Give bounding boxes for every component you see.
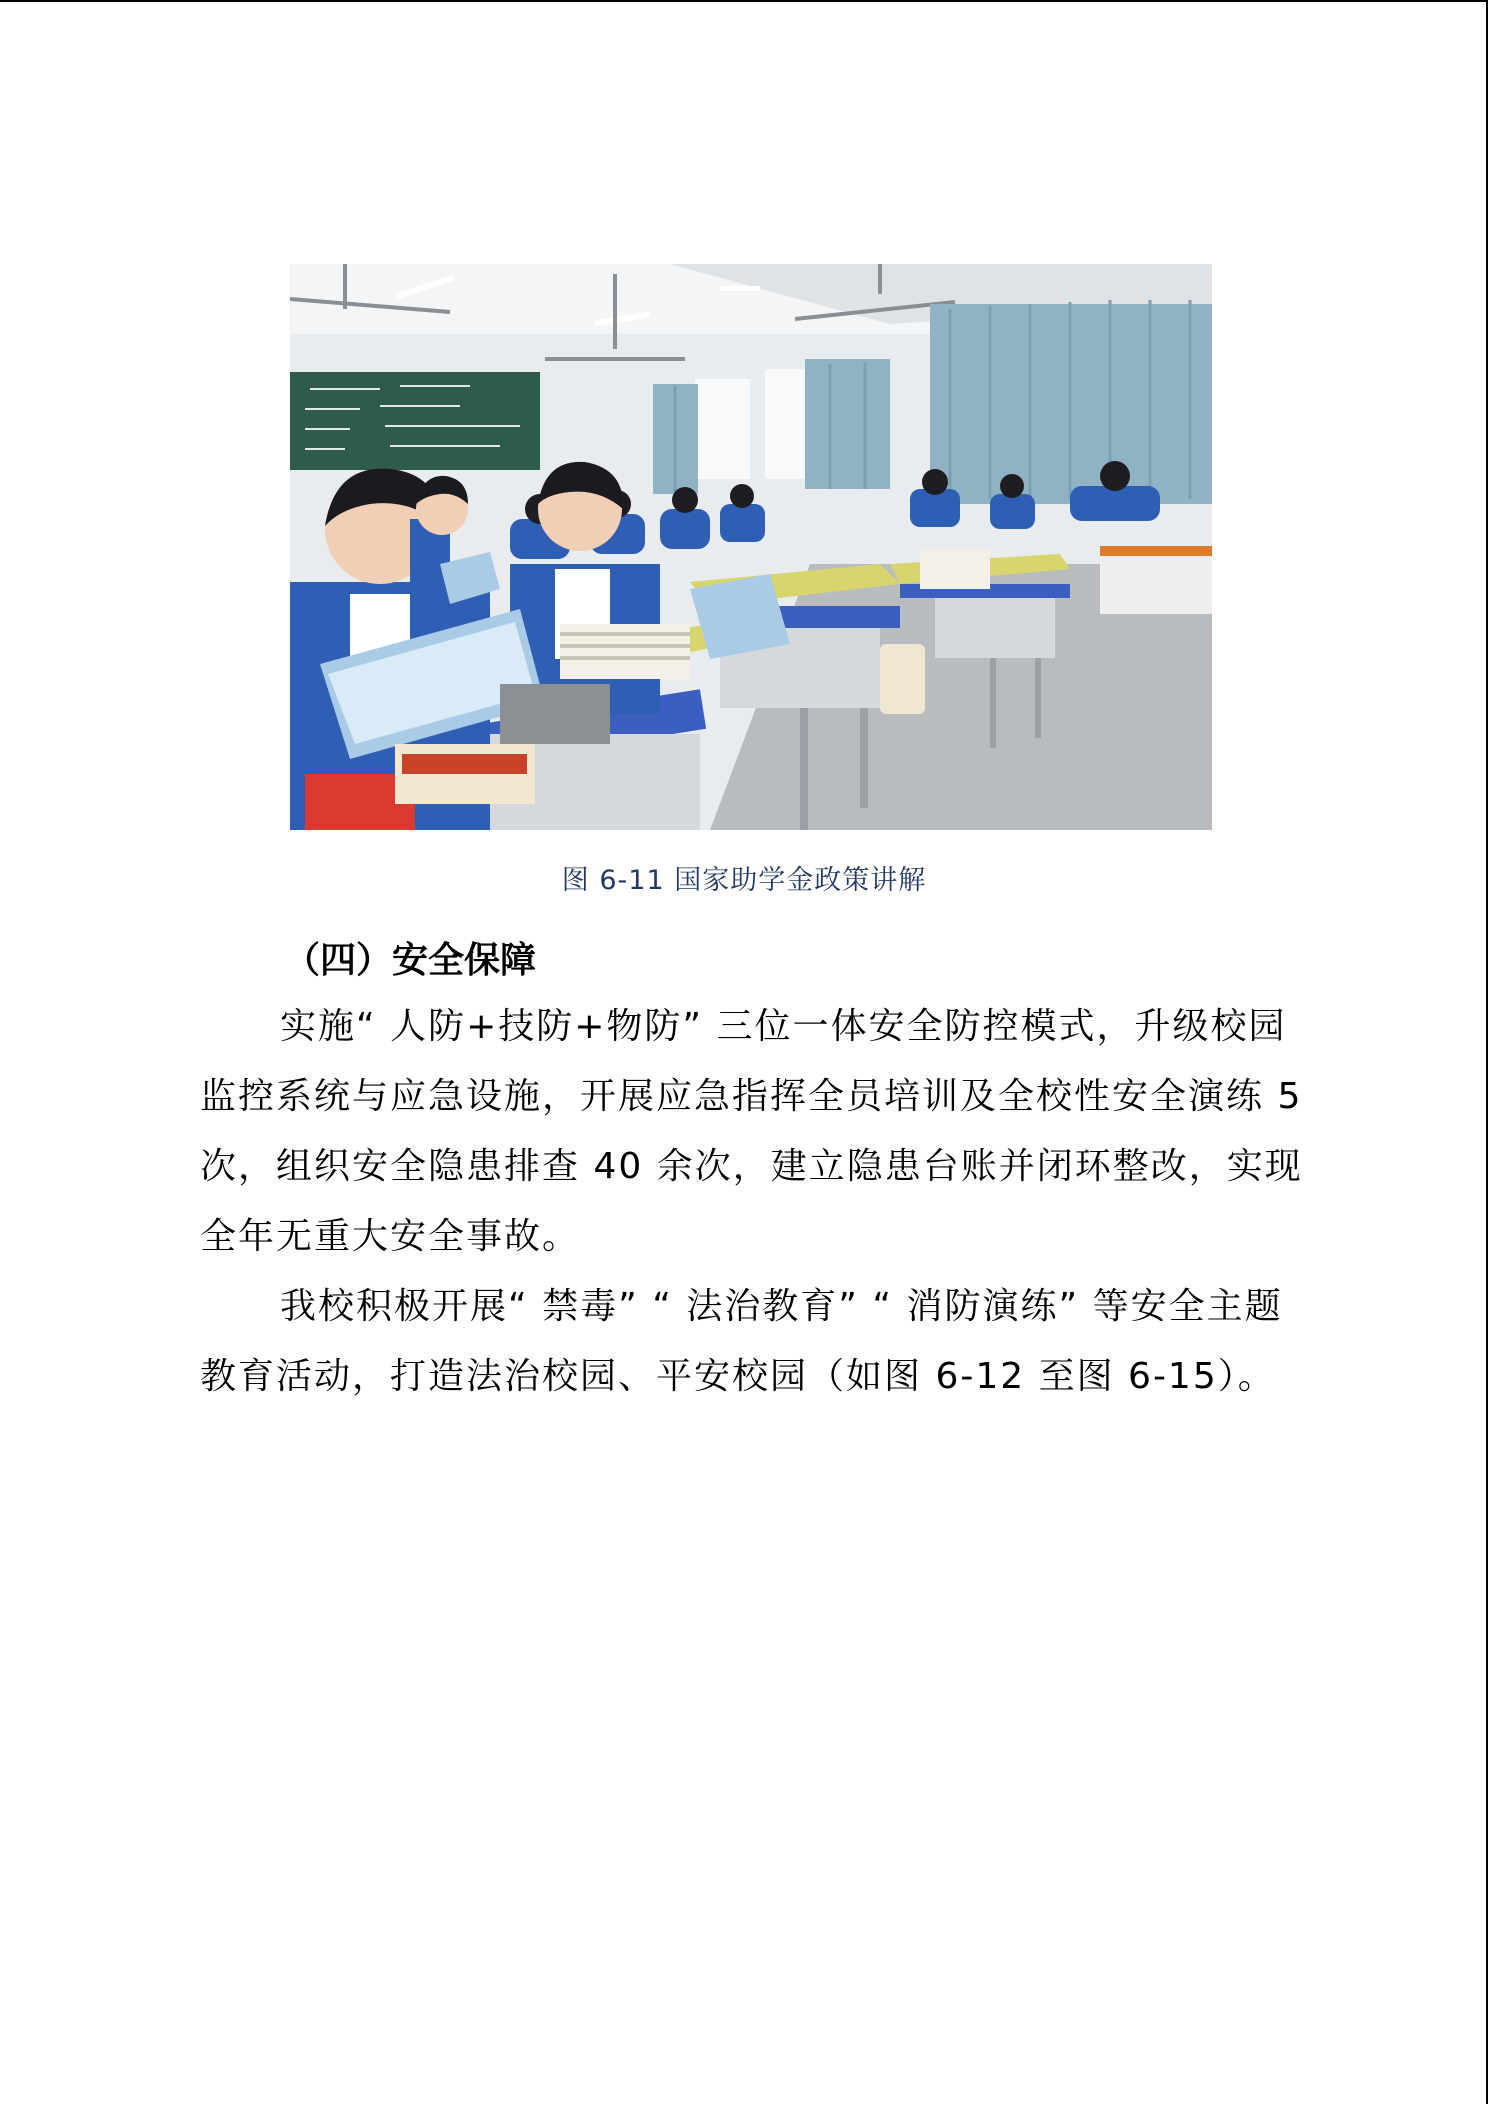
- body-paragraph-safety-education: 我校积极开展“ 禁毒” “ 法治教育” “ 消防演练” 等安全主题教育活动，打造法治校园、平安校园（如图 6-12 至图 6-15）。: [200, 1286, 1283, 1397]
- section-heading: （四）安全保障: [284, 940, 537, 981]
- body-paragraph-safety-model: 实施“ 人防+技防+物防” 三位一体安全防控模式，升级校园监控系统与应急设施，开展应急指挥全员培训及全校性安全演练 5 次，组织安全隐患排查 40 余次，建立隐患台账并闭环整改，实现全年无重大安全事故。: [200, 1006, 1303, 1257]
- classroom-photo: [290, 264, 1212, 830]
- classroom-illustration: [290, 264, 1212, 830]
- figure-caption: 图 6-11 国家助学金政策讲解: [561, 865, 927, 896]
